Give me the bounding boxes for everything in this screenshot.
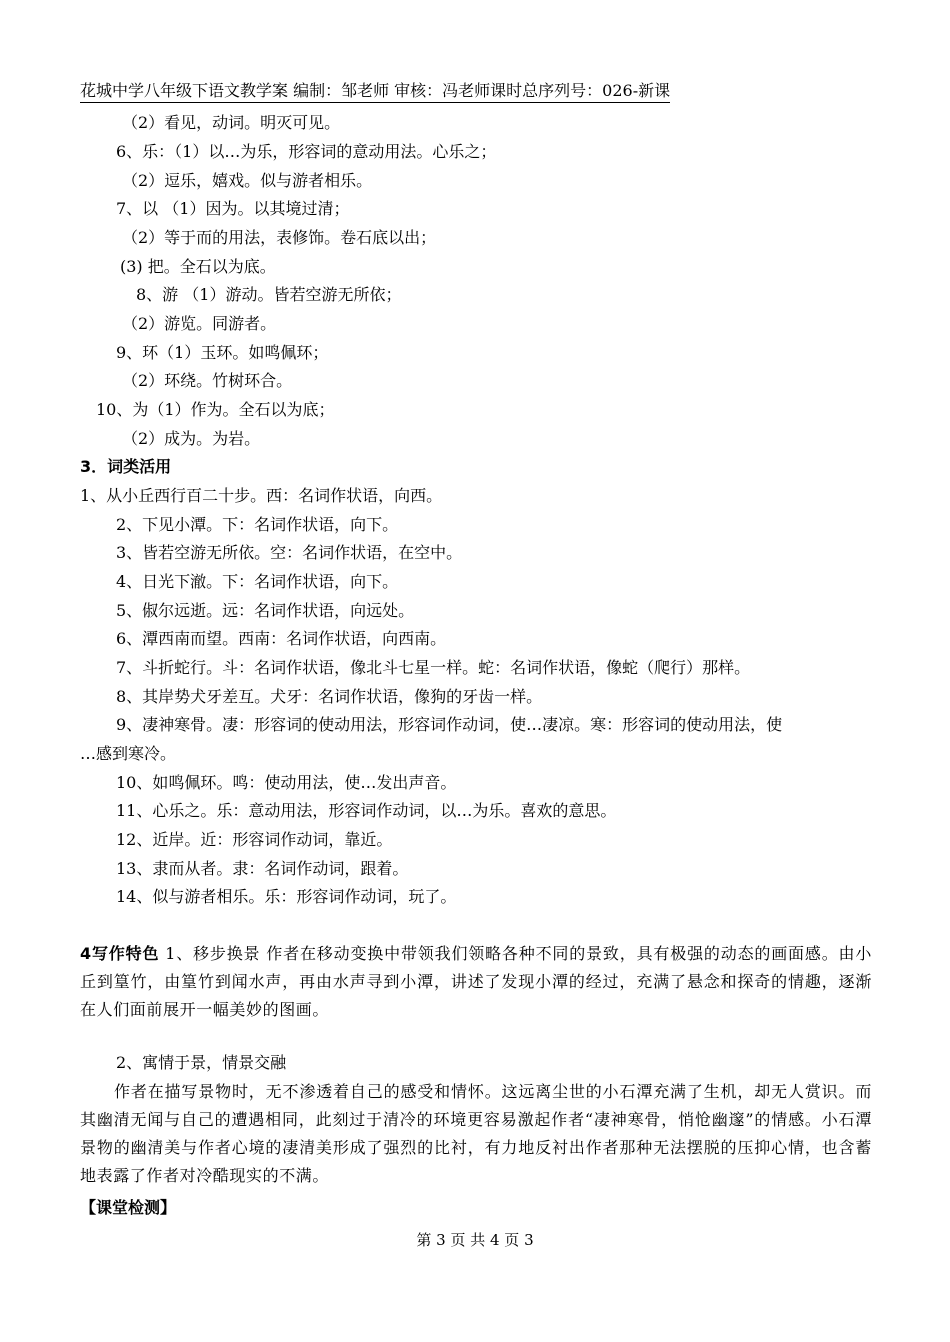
word-usage-line: 6、潭西南而望。西南：名词作状语，向西南。: [116, 629, 447, 648]
polysemy-line: （2）游览。同游者。: [122, 314, 277, 333]
scene-emotion-paragraph: 作者在描写景物时，无不渗透着自己的感受和情怀。这远离尘世的小石潭充满了生机，却无人赏识。而其幽清无闻与自己的遭遇相同，此刻过于清冷的环境更容易激起作者“凄神寒骨，悄怆幽邃”的情感。小石潭景物的幽清美与作者心境的凄清美形成了强烈的比衬，有力地反衬出作者那种无法摆脱的压抑心情，也含蓄地表露了作者对冷酷现实的不满。: [80, 1082, 872, 1185]
polysemy-line: 9、环（1）玉环。如鸣佩环；: [116, 343, 329, 362]
polysemy-line: （2）逗乐，嬉戏。似与游者相乐。: [122, 171, 373, 190]
polysemy-line: （2）看见，动词。明灭可见。: [122, 113, 341, 132]
polysemy-line: （2）成为。为岩。: [122, 429, 261, 448]
word-usage-line: 4、日光下澈。下：名词作状语，向下。: [116, 572, 399, 591]
word-usage-line: 2、下见小潭。下：名词作状语，向下。: [116, 515, 399, 534]
word-usage-line: 14、似与游者相乐。乐：形容词作动词，玩了。: [116, 887, 457, 906]
word-usage-line: 11、心乐之。乐：意动用法，形容词作动词，以…为乐。喜欢的意思。: [116, 801, 617, 820]
word-usage-line: 3、皆若空游无所依。空：名词作状语，在空中。: [116, 543, 463, 562]
writing-features-text: 1、移步换景 作者在移动变换中带领我们领略各种不同的景致，具有极强的动态的画面感。由小丘到篁竹，由篁竹到闻水声，再由水声寻到小潭，讲述了发现小潭的经过，充满了悬念和探奇的情趣，逐渐在人们面前展开一幅美妙的图画。: [80, 944, 872, 1019]
word-usage-line: 1、从小丘西行百二十步。西：名词作状语，向西。: [80, 486, 443, 505]
page-footer: 第 3 页 共 4 页 3: [416, 1231, 534, 1249]
section-heading: 3．词类活用: [80, 457, 172, 476]
word-usage-line: 13、隶而从者。隶：名词作动词，跟着。: [116, 859, 409, 878]
polysemy-line: 8、游 （1）游动。皆若空游无所依；: [136, 285, 402, 304]
word-usage-line: 5、俶尔远逝。远：名词作状语，向远处。: [116, 601, 415, 620]
polysemy-line: 10、为（1）作为。全石以为底；: [96, 400, 335, 419]
word-usage-line: 10、如鸣佩环。鸣：使动用法，使…发出声音。: [116, 773, 457, 792]
word-usage-line: …感到寒冷。: [80, 744, 177, 763]
polysemy-line: 7、以 （1）因为。以其境过清；: [116, 199, 350, 218]
subsection-title: 2、寓情于景，情景交融: [116, 1053, 287, 1072]
polysemy-line: 6、乐：（1）以…为乐，形容词的意动用法。心乐之；: [116, 142, 497, 161]
section-heading: 4写作特色: [80, 944, 160, 963]
word-usage-line: 8、其岸势犬牙差互。犬牙：名词作状语，像狗的牙齿一样。: [116, 687, 543, 706]
polysemy-line: （2）环绕。竹树环合。: [122, 371, 293, 390]
writing-features-paragraph: [80, 940, 872, 1024]
polysemy-line: (3) 把。全石以为底。: [120, 257, 276, 276]
polysemy-line: （2）等于而的用法，表修饰。卷石底以出；: [122, 228, 437, 247]
page-header: 花城中学八年级下语文教学案 编制：邹老师 审核：冯老师课时总序列号：026-新课: [80, 80, 670, 103]
word-usage-line: 12、近岸。近：形容词作动词，靠近。: [116, 830, 393, 849]
word-usage-line: 9、凄神寒骨。凄：形容词的使动用法，形容词作动词，使…凄凉。寒：形容词的使动用法，使: [116, 715, 783, 734]
classroom-check-heading: 【课堂检测】: [80, 1198, 177, 1217]
word-usage-line: 7、斗折蛇行。斗：名词作状语，像北斗七星一样。蛇：名词作状语，像蛇（爬行）那样。: [116, 658, 751, 677]
